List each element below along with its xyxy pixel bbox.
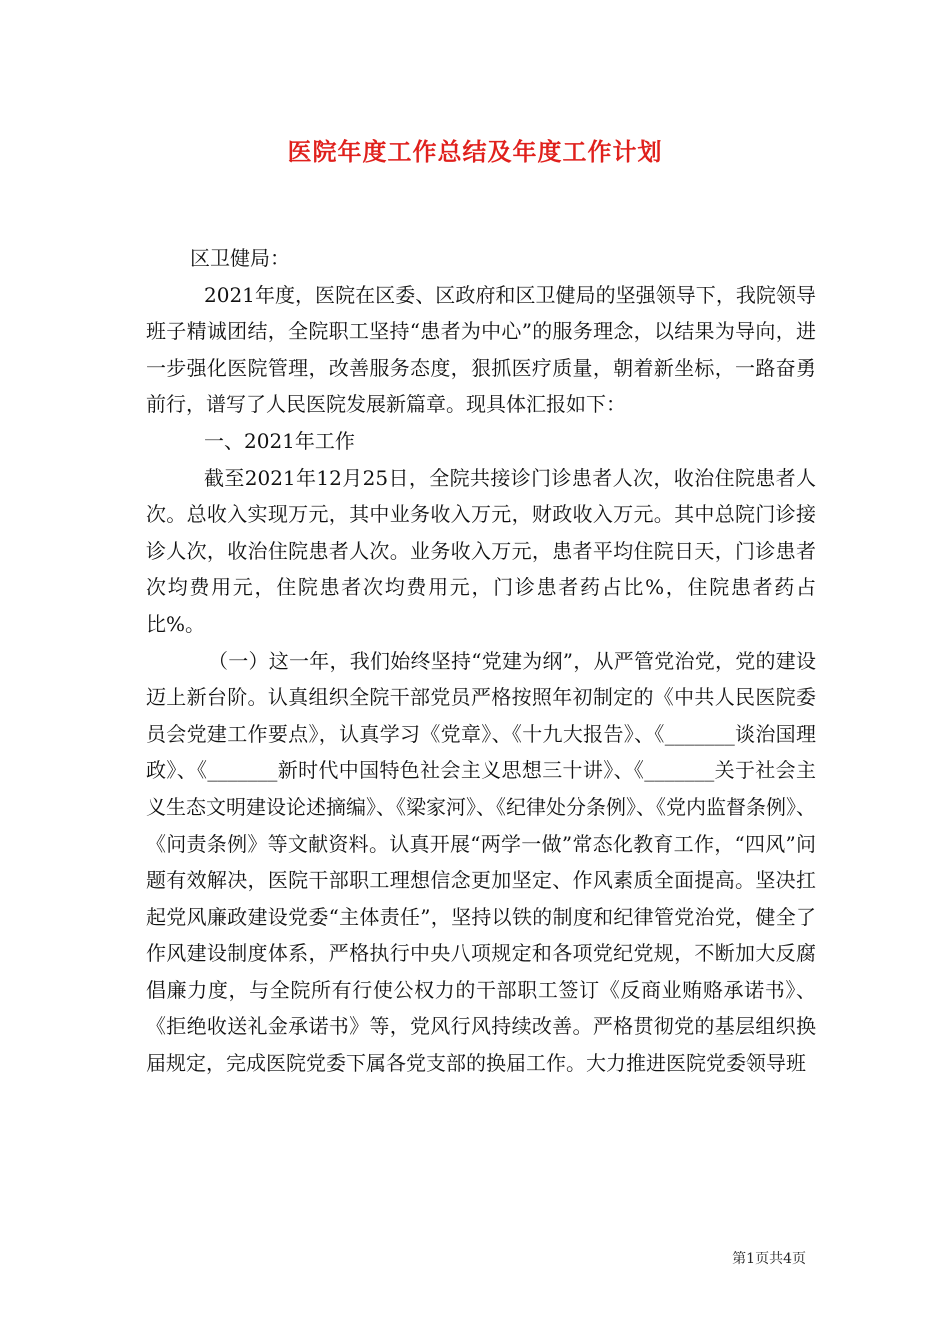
section-heading: 一、2021年工作	[204, 428, 355, 453]
statistics-paragraph: 截至2021年12月25日，全院共接诊门诊患者人次，收治住院患者人次。总收入实现万元，其中业务收入万元，财政收入万元。其中总院门诊接诊人次，收治住院患者人次。业务收入万元，患者平均住院日天，门诊患者次均费用元，住院患者次均费用元，门诊患者药占比%，住院患者药占比%。	[146, 465, 816, 636]
intro-paragraph: 2021年度，医院在区委、区政府和区卫健局的坚强领导下，我院领导班子精诚团结，全院职工坚持“患者为中心”的服务理念，以结果为导向，进一步强化医院管理，改善服务态度，狠抓医疗质量，朝着新坐标，一路奋勇前行，谱写了人民医院发展新篇章。现具体汇报如下：	[146, 282, 816, 417]
page-number: 第1页共4页	[732, 1251, 806, 1267]
document-body	[146, 240, 816, 1082]
party-building-paragraph: （一）这一年，我们始终坚持“党建为纲”，从严管党治党，党的建设迈上新台阶。认真组织全院干部党员严格按照年初制定的《中共人民医院委员会党建工作要点》，认真学习《党章》、《十九大报告》、《_______谈治国理政》、《_______新时代中国特色社会主义思想三十讲》、《_______关于社会主义生态文明建设论述摘编》、《梁家河》、《纪律处分条例》、《党内监督条例》、《问责条例》等文献资料。认真开展“两学一做”常态化教育工作，“四风”问题有效解决，医院干部职工理想信念更加坚定、作风素质全面提高。坚决扛起党风廉政建设党委“主体责任”，坚持以铁的制度和纪律管党治党，健全了作风建设制度体系，严格执行中央八项规定和各项党纪党规，不断加大反腐倡廉力度，与全院所有行使公权力的干部职工签订《反商业贿赂承诺书》、《拒绝收送礼金承诺书》等，党风行风持续改善。严格贯彻党的基层组织换届规定，完成医院党委下属各党支部的换届工作。大力推进医院党委领导班	[146, 648, 816, 1076]
document-title: 医院年度工作总结及年度工作计划	[287, 137, 663, 166]
salutation: 区卫健局：	[190, 246, 290, 270]
